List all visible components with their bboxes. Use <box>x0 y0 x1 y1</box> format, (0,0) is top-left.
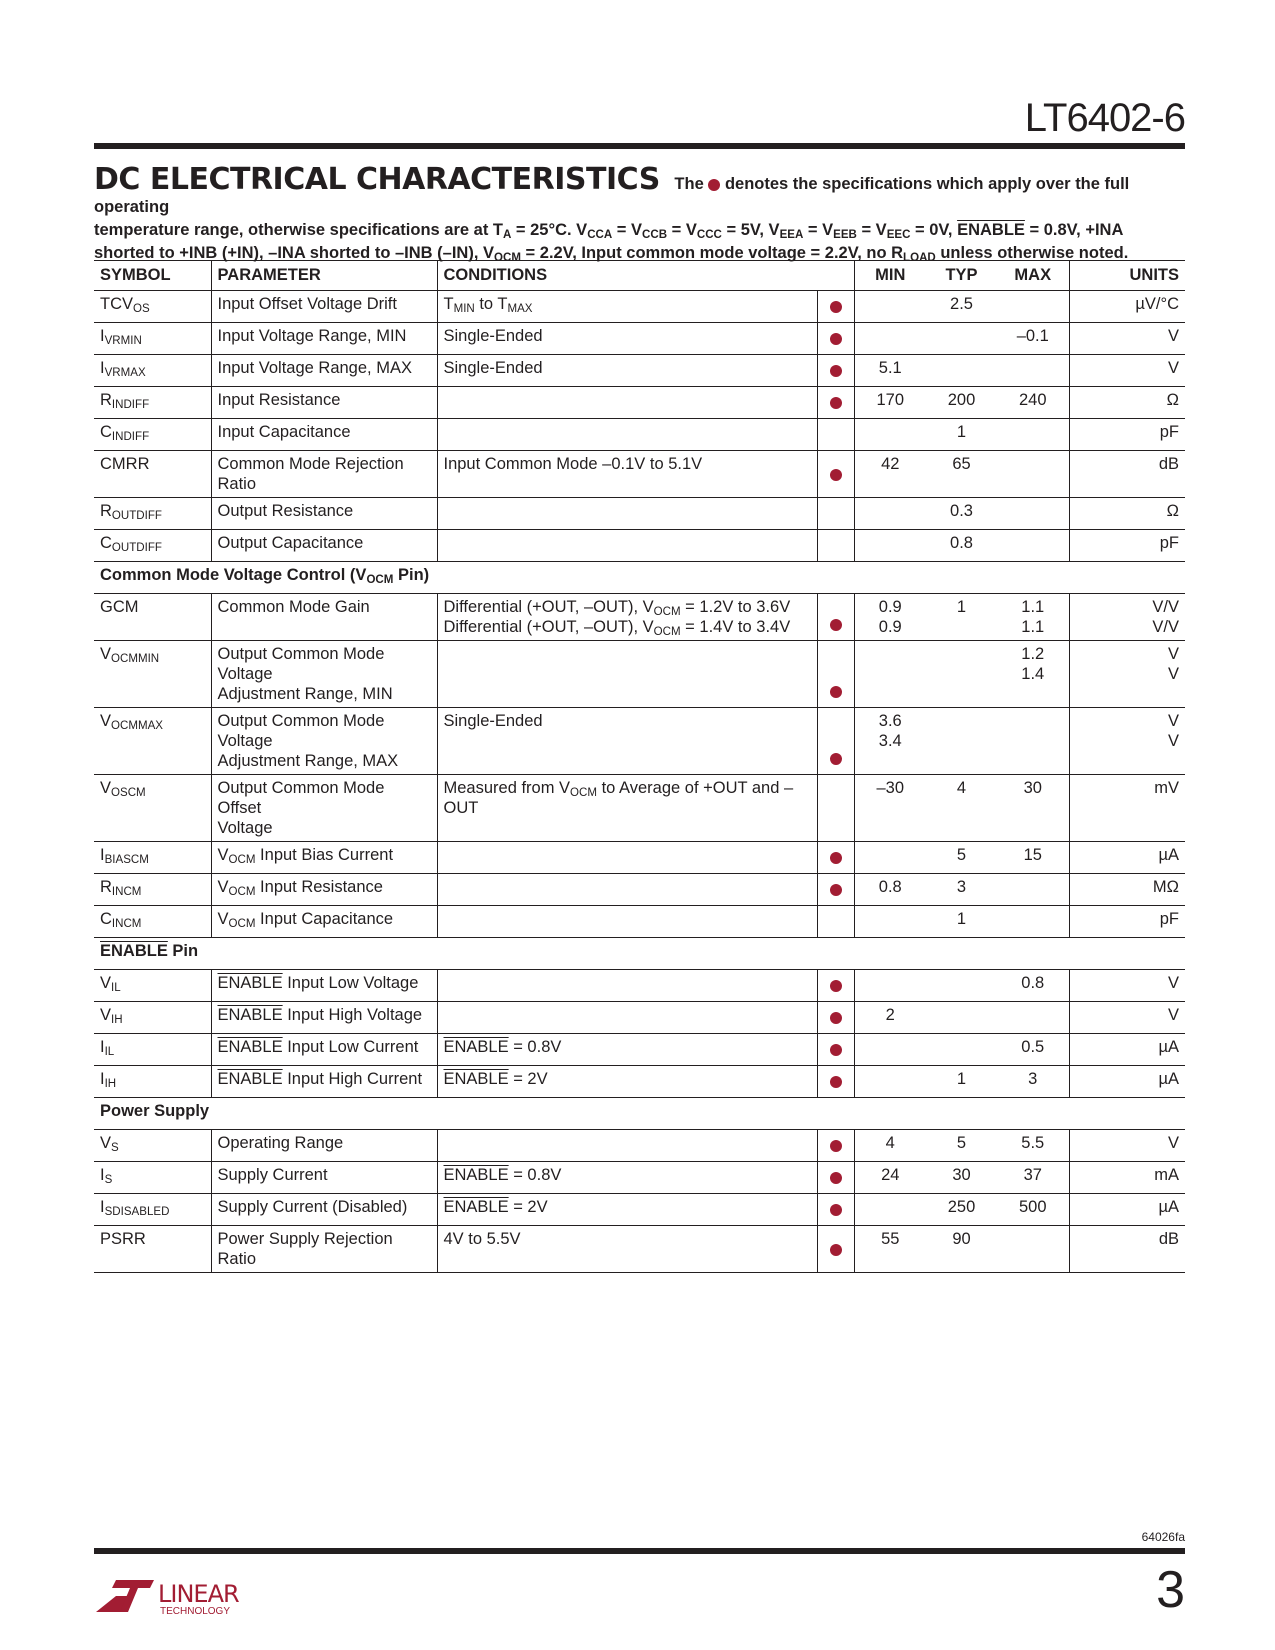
table-row: $V_S$ Operating Range 4 5 5.5 V <box>94 1130 1185 1162</box>
table-row: $TCV_{OS}$ Input Offset Voltage Drift $T_{MIN}$ to $T_{MAX}$ 2.5 µV/°C <box>94 291 1185 323</box>
dot-icon <box>830 1076 842 1088</box>
dot-icon <box>830 301 842 313</box>
table-row: $R_{INCM}$ $V_{OCM}$ Input Resistance 0.8 3 MΩ <box>94 874 1185 906</box>
full-range-dot-icon <box>708 179 720 191</box>
section-row-enable: ENABLE Pin <box>94 938 1185 970</box>
table-row: $V_{OSCM}$ Output Common Mode Offset Voltage Measured from $V_{OCM}$ to Average of +OUT and –OUT –30 4 30 mV <box>94 775 1185 842</box>
dot-icon <box>830 619 842 631</box>
lt-logo-icon <box>94 1572 264 1618</box>
table-row: $I_S$ Supply Current ENABLE = 0.8V 24 30 37 mA <box>94 1162 1185 1194</box>
bottom-rule <box>94 1548 1185 1554</box>
top-rule <box>94 143 1185 149</box>
dot-icon <box>830 397 842 409</box>
col-min: MIN <box>854 261 926 291</box>
table-row: $I_{VRMAX}$ Input Voltage Range, MAX Single-Ended 5.1 V <box>94 355 1185 387</box>
dot-icon <box>830 686 842 698</box>
page-number: 3 <box>1156 1561 1185 1619</box>
dot-icon <box>830 333 842 345</box>
col-conditions: CONDITIONS <box>437 261 817 291</box>
table-row: $V_{OCMMIN}$ Output Common Mode Voltage Adjustment Range, MIN 1.2 1.4 V V <box>94 641 1185 708</box>
table-row: $R_{INDIFF}$ Input Resistance 170 200 240 Ω <box>94 387 1185 419</box>
dot-icon <box>830 1244 842 1256</box>
svg-text:TECHNOLOGY: TECHNOLOGY <box>160 1606 231 1617</box>
table-header-row <box>94 261 1185 291</box>
dot-icon <box>830 1044 842 1056</box>
heading-note: DC ELECTRICAL CHARACTERISTICS The denotes the specifications which apply over the full operating temperature range, otherwise specifications are at $T_A = 25^\circ C$. $V_{CCA} = V_{CCB} = V_{CCC} = 5V$, $V_{EEA} = V_{EEB} = V_{EEC} = 0V$, ENABLE = 0.8V, +INA shorted to +INB (+IN), –INA shorted to –INB (–IN), $V_{OCM} = 2.2V$, Input common mode voltage = 2.2V, no $R_{LOAD}$ unless otherwise noted. <box>94 162 1130 264</box>
section-title: DC ELECTRICAL CHARACTERISTICS <box>94 162 660 197</box>
table-row: $C_{INDIFF}$ Input Capacitance 1 pF <box>94 419 1185 451</box>
table-row: $C_{OUTDIFF}$ Output Capacitance 0.8 pF <box>94 530 1185 562</box>
col-units: UNITS <box>1069 261 1185 291</box>
dot-icon <box>830 980 842 992</box>
dot-icon <box>830 365 842 377</box>
table-row: $R_{OUTDIFF}$ Output Resistance 0.3 Ω <box>94 498 1185 530</box>
linear-technology-logo <box>94 1572 264 1623</box>
dot-icon <box>830 753 842 765</box>
svg-text:LINEAR: LINEAR <box>158 1580 239 1608</box>
col-max: MAX <box>997 261 1069 291</box>
dot-icon <box>830 884 842 896</box>
dot-icon <box>830 469 842 481</box>
col-parameter: PARAMETER <box>211 261 437 291</box>
dot-icon <box>830 1012 842 1024</box>
table-row: $V_{IH}$ ENABLE Input High Voltage 2 V <box>94 1002 1185 1034</box>
table-row: PSRR Power Supply Rejection Ratio 4V to 5.5V 55 90 dB <box>94 1226 1185 1273</box>
table-row: $I_{VRMIN}$ Input Voltage Range, MIN Single-Ended –0.1 V <box>94 323 1185 355</box>
table-row: $C_{INCM}$ $V_{OCM}$ Input Capacitance 1 pF <box>94 906 1185 938</box>
col-symbol: SYMBOL <box>94 261 211 291</box>
table-row: CMRR Common Mode Rejection Ratio Input Common Mode –0.1V to 5.1V 42 65 dB <box>94 451 1185 498</box>
section-row-power: Power Supply <box>94 1098 1185 1130</box>
dot-icon <box>830 1140 842 1152</box>
section-row-vocm: Common Mode Voltage Control ($V_{OCM}$ Pin) <box>94 562 1185 594</box>
table-row: $I_{BIASCM}$ $V_{OCM}$ Input Bias Current 5 15 µA <box>94 842 1185 874</box>
dot-icon <box>830 852 842 864</box>
table-row: $V_{IL}$ ENABLE Input Low Voltage 0.8 V <box>94 970 1185 1002</box>
table-row: $I_{IL}$ ENABLE Input Low Current ENABLE = 0.8V 0.5 µA <box>94 1034 1185 1066</box>
table-row: GCM Common Mode Gain Differential (+OUT, –OUT), $V_{OCM} = 1.2V$ to 3.6V Differential (+OUT, –OUT), $V_{OCM} = 1.4V$ to 3.4V 0.9 0.9 1 1.1 1.1 V/V V/V <box>94 594 1185 641</box>
table-row: $V_{OCMMAX}$ Output Common Mode Voltage Adjustment Range, MAX Single-Ended 3.6 3.4 V V <box>94 708 1185 775</box>
dot-icon <box>830 1204 842 1216</box>
dot-icon <box>830 1172 842 1184</box>
doc-code: 64026fa <box>1141 1530 1185 1544</box>
table-row: $I_{SDISABLED}$ Supply Current (Disabled) ENABLE = 2V 250 500 µA <box>94 1194 1185 1226</box>
section-heading <box>94 162 1185 265</box>
part-number: LT6402-6 <box>1024 96 1185 140</box>
spec-table <box>94 260 1185 1273</box>
table-row: $I_{IH}$ ENABLE Input High Current ENABLE = 2V 1 3 µA <box>94 1066 1185 1098</box>
col-typ: TYP <box>926 261 997 291</box>
